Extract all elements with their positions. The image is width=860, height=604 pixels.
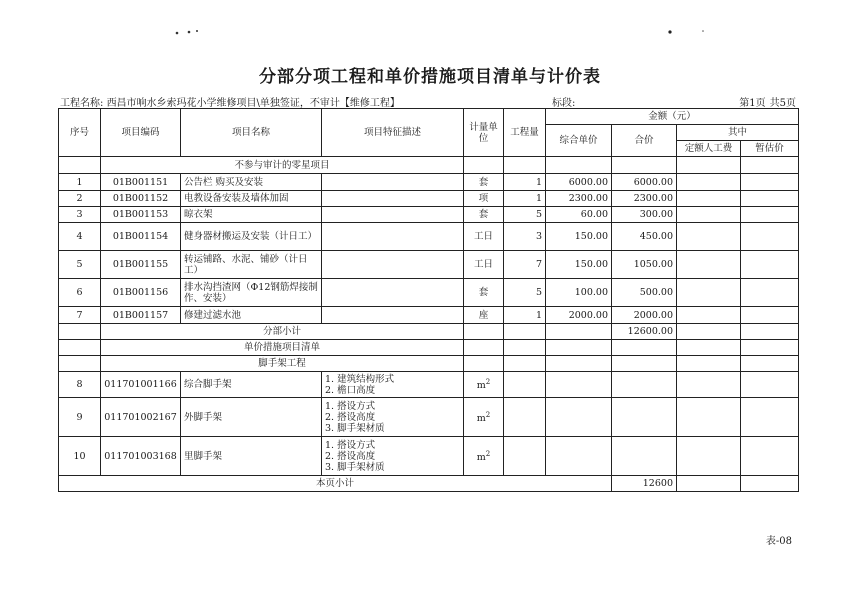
page-subtotal-label: 本页小计	[59, 476, 612, 492]
section-label: 标段:	[552, 98, 576, 109]
row-unit: 座	[464, 307, 504, 324]
row-desc	[322, 223, 464, 251]
header-provisional: 暂估价	[741, 141, 799, 157]
row-code: 011701001166	[101, 372, 181, 398]
page-number	[739, 94, 796, 109]
row-name: 公告栏 购买及安装	[181, 174, 322, 191]
desc-line: 1. 建筑结构形式	[325, 373, 395, 385]
row-total: 6000.00	[612, 174, 677, 191]
row-qty: 3	[504, 223, 546, 251]
row-qty: 1	[504, 307, 546, 324]
project-name: 西昌市响水乡索玛花小学维修项目\单独签证，不审计【维修工程】	[106, 98, 400, 109]
subtotal-row	[59, 324, 799, 340]
header-name: 项目名称	[181, 109, 322, 157]
bill-table	[58, 108, 799, 492]
desc-line: 3. 脚手架材质	[325, 422, 385, 434]
row-total: 2300.00	[612, 191, 677, 207]
row-name: 排水沟挡渣网（Φ12钢筋焊接制作、安装）	[181, 279, 322, 307]
section-scaffold: 脚手架工程	[101, 356, 464, 372]
row-unit: 工日	[464, 223, 504, 251]
row-desc	[322, 174, 464, 191]
row-provisional	[741, 174, 799, 191]
row-unit: 项	[464, 191, 504, 207]
subtotal-value: 12600.00	[612, 324, 677, 340]
unit-superscript: 2	[485, 378, 491, 387]
scan-specks	[0, 0, 860, 40]
row-provisional	[741, 279, 799, 307]
header-seq: 序号	[59, 109, 101, 157]
row-unit: 套	[464, 174, 504, 191]
row-seq: 3	[59, 207, 101, 223]
row-name: 健身器材搬运及安装（计日工）	[181, 223, 322, 251]
row-labor	[677, 251, 741, 279]
measure-row	[59, 398, 799, 437]
table-row	[59, 223, 799, 251]
row-total: 2000.00	[612, 307, 677, 324]
row-code: 011701003168	[101, 437, 181, 476]
page-total: 共5页	[769, 98, 796, 109]
row-desc	[322, 372, 464, 398]
row-code: 01B001154	[101, 223, 181, 251]
row-qty: 5	[504, 279, 546, 307]
row-unit: 套	[464, 207, 504, 223]
row-unit-price: 2300.00	[546, 191, 612, 207]
row-name: 晾衣架	[181, 207, 322, 223]
row-labor	[677, 191, 741, 207]
table-row	[59, 251, 799, 279]
row-provisional	[741, 207, 799, 223]
row-desc	[322, 279, 464, 307]
subtotal-label: 分部小计	[101, 324, 464, 340]
unit-text: m	[476, 452, 486, 464]
unit-text: m	[476, 413, 486, 425]
section-row	[59, 340, 799, 356]
row-unit: 套	[464, 279, 504, 307]
row-unit	[464, 372, 504, 398]
row-seq: 9	[59, 398, 101, 437]
header-unit-price: 综合单价	[546, 125, 612, 157]
unit-text: m	[476, 380, 486, 392]
page-title: 分部分项工程和单价措施项目清单与计价表	[259, 67, 601, 87]
header-amount: 金额（元）	[546, 109, 799, 125]
row-seq: 6	[59, 279, 101, 307]
row-unit	[464, 398, 504, 437]
row-seq: 2	[59, 191, 101, 207]
row-name: 转运铺路、水泥、铺砂（计日工）	[181, 251, 322, 279]
row-unit: 工日	[464, 251, 504, 279]
row-name: 电教设备安装及墙体加固	[181, 191, 322, 207]
unit-superscript: 2	[485, 410, 491, 419]
row-provisional	[741, 251, 799, 279]
project-label: 工程名称:	[60, 98, 104, 109]
row-seq: 8	[59, 372, 101, 398]
header-qty: 工程量	[504, 109, 546, 157]
row-qty: 1	[504, 191, 546, 207]
measure-row	[59, 372, 799, 398]
row-seq: 4	[59, 223, 101, 251]
row-code: 01B001155	[101, 251, 181, 279]
row-labor	[677, 279, 741, 307]
row-seq: 10	[59, 437, 101, 476]
row-code: 01B001153	[101, 207, 181, 223]
page-current: 第1页	[739, 98, 766, 109]
row-desc	[322, 437, 464, 476]
row-labor	[677, 174, 741, 191]
row-desc	[322, 251, 464, 279]
table-row	[59, 207, 799, 223]
row-name: 综合脚手架	[181, 372, 322, 398]
row-qty: 1	[504, 174, 546, 191]
row-unit-price: 100.00	[546, 279, 612, 307]
row-total: 450.00	[612, 223, 677, 251]
row-total: 300.00	[612, 207, 677, 223]
desc-line: 3. 脚手架材质	[325, 461, 385, 473]
header-code: 项目编码	[101, 109, 181, 157]
row-code: 011701002167	[101, 398, 181, 437]
header-among: 其中	[677, 125, 799, 141]
desc-line: 2. 搭设高度	[325, 450, 376, 462]
row-unit-price: 6000.00	[546, 174, 612, 191]
measure-row	[59, 437, 799, 476]
unit-superscript: 2	[485, 449, 491, 458]
row-desc	[322, 191, 464, 207]
project-info	[60, 94, 400, 109]
row-desc	[322, 307, 464, 324]
row-labor	[677, 307, 741, 324]
section-row	[59, 356, 799, 372]
table-row	[59, 174, 799, 191]
row-unit-price: 150.00	[546, 223, 612, 251]
row-seq: 5	[59, 251, 101, 279]
desc-line: 1. 搭设方式	[325, 400, 376, 412]
row-provisional	[741, 223, 799, 251]
section-row	[59, 157, 799, 174]
row-desc	[322, 207, 464, 223]
row-provisional	[741, 307, 799, 324]
row-unit	[464, 437, 504, 476]
page-subtotal-row	[59, 476, 799, 492]
row-qty: 5	[504, 207, 546, 223]
row-unit-price: 60.00	[546, 207, 612, 223]
desc-line: 2. 檐口高度	[325, 384, 376, 396]
row-code: 01B001151	[101, 174, 181, 191]
header-total: 合价	[612, 125, 677, 157]
row-total: 500.00	[612, 279, 677, 307]
row-name: 里脚手架	[181, 437, 322, 476]
table-row	[59, 279, 799, 307]
row-labor	[677, 207, 741, 223]
page-subtotal-value: 12600	[612, 476, 677, 492]
row-seq: 7	[59, 307, 101, 324]
row-qty: 7	[504, 251, 546, 279]
desc-line: 1. 搭设方式	[325, 439, 376, 451]
row-name: 外脚手架	[181, 398, 322, 437]
table-row	[59, 307, 799, 324]
row-seq: 1	[59, 174, 101, 191]
header-labor: 定额人工费	[677, 141, 741, 157]
row-labor	[677, 223, 741, 251]
header-unit: 计量单位	[464, 109, 504, 157]
header-desc: 项目特征描述	[322, 109, 464, 157]
row-name: 修建过滤水池	[181, 307, 322, 324]
form-code: 表-08	[765, 536, 792, 547]
row-desc	[322, 398, 464, 437]
row-code: 01B001152	[101, 191, 181, 207]
row-code: 01B001156	[101, 279, 181, 307]
desc-line: 2. 搭设高度	[325, 411, 376, 423]
row-provisional	[741, 191, 799, 207]
row-unit-price: 150.00	[546, 251, 612, 279]
row-total: 1050.00	[612, 251, 677, 279]
section-zero-items: 不参与审计的零星项目	[101, 157, 464, 174]
table-row	[59, 191, 799, 207]
header-row	[59, 109, 799, 125]
row-code: 01B001157	[101, 307, 181, 324]
row-unit-price: 2000.00	[546, 307, 612, 324]
section-measures: 单价措施项目清单	[101, 340, 464, 356]
